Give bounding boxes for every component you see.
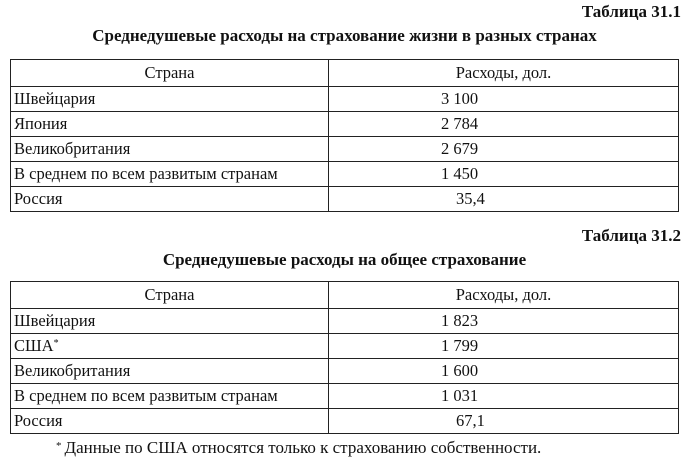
table2-title: Среднедушевые расходы на общее страхование [162,250,527,269]
table1-cell-amount: 2 784 [329,112,679,137]
table1-header-row [11,60,679,87]
table1-cell-country: В среднем по всем развитым странам [11,162,329,187]
table1-title: Среднедушевые расходы на страхование жизни в разных странах [92,26,597,45]
table-row [11,137,679,162]
footnote-reference-mark: * [53,338,59,349]
footnote-text: Данные по США относятся только к страхованию собственности. [64,438,542,457]
table1-header-amount: Расходы, дол. [329,60,679,87]
table-row [11,359,679,384]
table-row [11,334,679,359]
table2-cell-amount: 1 600 [329,359,679,384]
table1-cell-country: Россия [11,187,329,212]
table-row [11,309,679,334]
table2-cell-country: Россия [11,409,329,434]
table2-cell-country: В среднем по всем развитым странам [11,384,329,409]
table2-cell-country-usa [11,334,329,359]
table1-cell-country: Великобритания [11,137,329,162]
table-row [11,384,679,409]
table1-cell-country: Япония [11,112,329,137]
table1-cell-amount: 2 679 [329,137,679,162]
table1-header-country: Страна [11,60,329,87]
table-row [11,112,679,137]
table2-header-country: Страна [11,282,329,309]
table2-cell-amount: 1 031 [329,384,679,409]
table2-header-amount: Расходы, дол. [329,282,679,309]
table1-cell-amount: 35,4 [329,187,679,212]
table2-cell-country: Швейцария [11,309,329,334]
table2-cell-amount: 1 799 [329,334,679,359]
footnote-mark: * [56,440,62,452]
table2-cell-amount: 1 823 [329,309,679,334]
table-row [11,162,679,187]
table2-cell-country-usa-text: США [14,336,54,355]
table2-cell-country: Великобритания [11,359,329,384]
table2-cell-amount: 67,1 [329,409,679,434]
table1 [10,59,679,212]
table2-header-row [11,282,679,309]
table-row [11,409,679,434]
table-row [11,87,679,112]
table2-number: Таблица 31.2 [581,226,681,245]
table-row [11,187,679,212]
table1-cell-amount: 1 450 [329,162,679,187]
table2 [10,281,679,434]
table1-number: Таблица 31.1 [581,2,681,21]
table1-cell-country: Швейцария [11,87,329,112]
footnote [56,437,541,459]
table1-cell-amount: 3 100 [329,87,679,112]
